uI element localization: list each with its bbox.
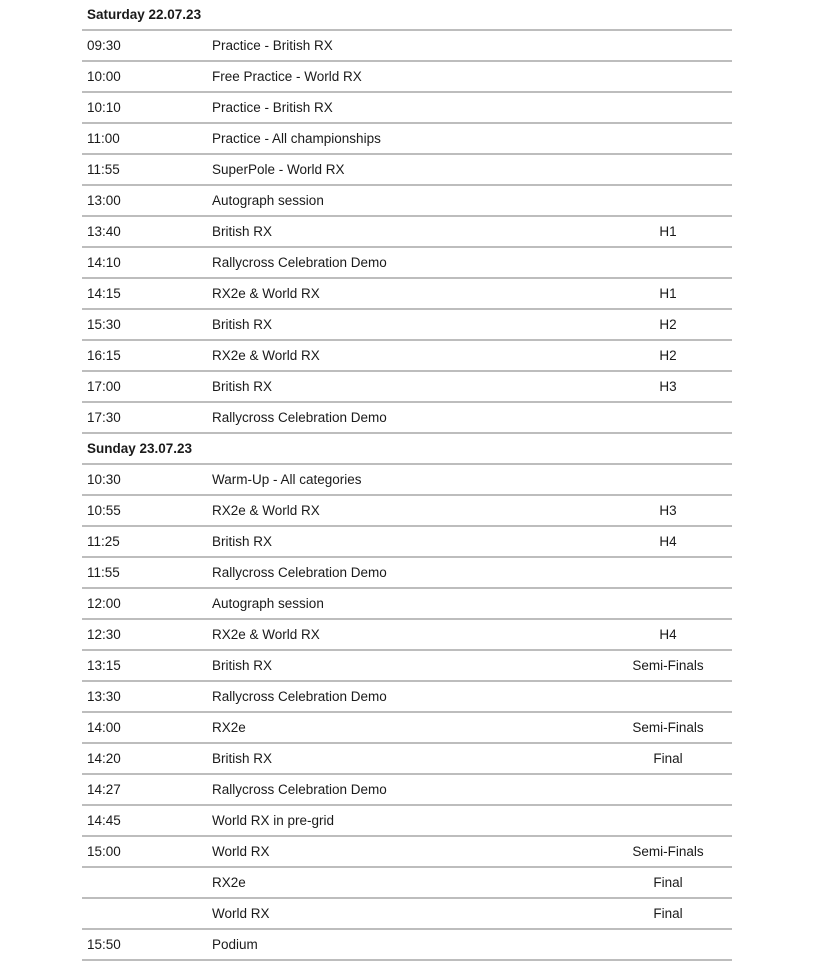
time-cell: 11:00 [87,131,120,146]
event-cell: British RX [212,534,273,549]
event-cell: Autograph session [212,596,324,611]
time-cell: 15:50 [87,937,121,952]
session-label: H2 [659,317,677,332]
event-cell: Warm-Up - All categories [212,472,362,487]
schedule-row [82,527,732,558]
event-cell: British RX [212,751,273,766]
schedule-row [82,682,732,713]
time-cell: 12:00 [87,596,121,611]
event-cell: Practice - British RX [212,100,333,115]
event-cell: Rallycross Celebration Demo [212,689,387,704]
session-label: Semi-Finals [632,720,704,735]
schedule-row [82,713,732,744]
schedule-row [82,651,732,682]
schedule-row [82,775,732,806]
event-cell: RX2e & World RX [212,348,320,363]
time-cell: 13:00 [87,193,121,208]
day-label: Saturday 22.07.23 [87,7,202,22]
time-cell: 14:10 [87,255,121,270]
event-cell: Podium [212,937,258,952]
event-cell: RX2e & World RX [212,627,320,642]
schedule-row [82,124,732,155]
session-label: Final [653,906,683,921]
event-cell: RX2e [212,875,246,890]
event-cell: World RX in pre-grid [212,813,335,828]
session-label: Final [653,875,683,890]
session-label: H2 [659,348,677,363]
schedule-row [82,62,732,93]
event-cell: World RX [212,906,270,921]
schedule-row [82,868,732,899]
event-cell: Practice - British RX [212,38,333,53]
schedule-row [82,558,732,589]
time-cell: 11:25 [87,534,120,549]
time-cell: 10:10 [87,100,121,115]
time-cell: 14:45 [87,813,121,828]
time-cell: 14:15 [87,286,121,301]
schedule-row [82,217,732,248]
session-label: Semi-Finals [632,658,704,673]
schedule-row [82,806,732,837]
time-cell: 14:00 [87,720,121,735]
event-cell: British RX [212,658,273,673]
time-cell: 13:40 [87,224,121,239]
schedule-row [82,155,732,186]
event-cell: British RX [212,317,273,332]
event-cell: Free Practice - World RX [212,69,362,84]
day-label: Sunday 23.07.23 [87,441,193,456]
schedule-row [82,744,732,775]
event-cell: British RX [212,379,273,394]
session-label: H1 [659,224,677,239]
session-label: H3 [659,503,677,518]
event-cell: Rallycross Celebration Demo [212,782,387,797]
schedule-row [82,589,732,620]
time-cell: 11:55 [87,565,120,580]
session-label: Final [653,751,683,766]
schedule-row [82,279,732,310]
event-cell: RX2e [212,720,246,735]
time-cell: 13:15 [87,658,121,673]
session-label: Semi-Finals [632,844,704,859]
event-cell: Rallycross Celebration Demo [212,410,387,425]
time-cell: 10:55 [87,503,121,518]
time-cell: 17:00 [87,379,121,394]
event-cell: Rallycross Celebration Demo [212,255,387,270]
schedule-row [82,93,732,124]
time-cell: 12:30 [87,627,121,642]
schedule-row [82,31,732,62]
time-cell: 15:00 [87,844,121,859]
schedule-row [82,465,732,496]
event-cell: SuperPole - World RX [212,162,345,177]
event-cell: Rallycross Celebration Demo [212,565,387,580]
time-cell: 10:30 [87,472,121,487]
event-cell: British RX [212,224,273,239]
time-cell: 11:55 [87,162,120,177]
schedule-row [82,837,732,868]
event-cell: Autograph session [212,193,324,208]
schedule-row [82,899,732,930]
time-cell: 14:20 [87,751,121,766]
schedule-row [82,248,732,279]
time-cell: 17:30 [87,410,121,425]
schedule-row [82,186,732,217]
day-header [82,0,732,31]
time-cell: 09:30 [87,38,121,53]
schedule-row [82,310,732,341]
time-cell: 13:30 [87,689,121,704]
schedule-row [82,341,732,372]
time-cell: 15:30 [87,317,121,332]
event-cell: RX2e & World RX [212,286,320,301]
event-cell: RX2e & World RX [212,503,320,518]
schedule-row [82,930,732,961]
schedule-row [82,496,732,527]
session-label: H4 [659,534,677,549]
session-label: H1 [659,286,677,301]
session-label: H3 [659,379,677,394]
time-cell: 14:27 [87,782,121,797]
schedule-row [82,372,732,403]
schedule-row [82,403,732,434]
schedule-row [82,620,732,651]
session-label: H4 [659,627,677,642]
event-cell: World RX [212,844,270,859]
day-header [82,434,732,465]
event-cell: Practice - All championships [212,131,381,146]
event-schedule [82,0,732,961]
time-cell: 16:15 [87,348,121,363]
time-cell: 10:00 [87,69,121,84]
